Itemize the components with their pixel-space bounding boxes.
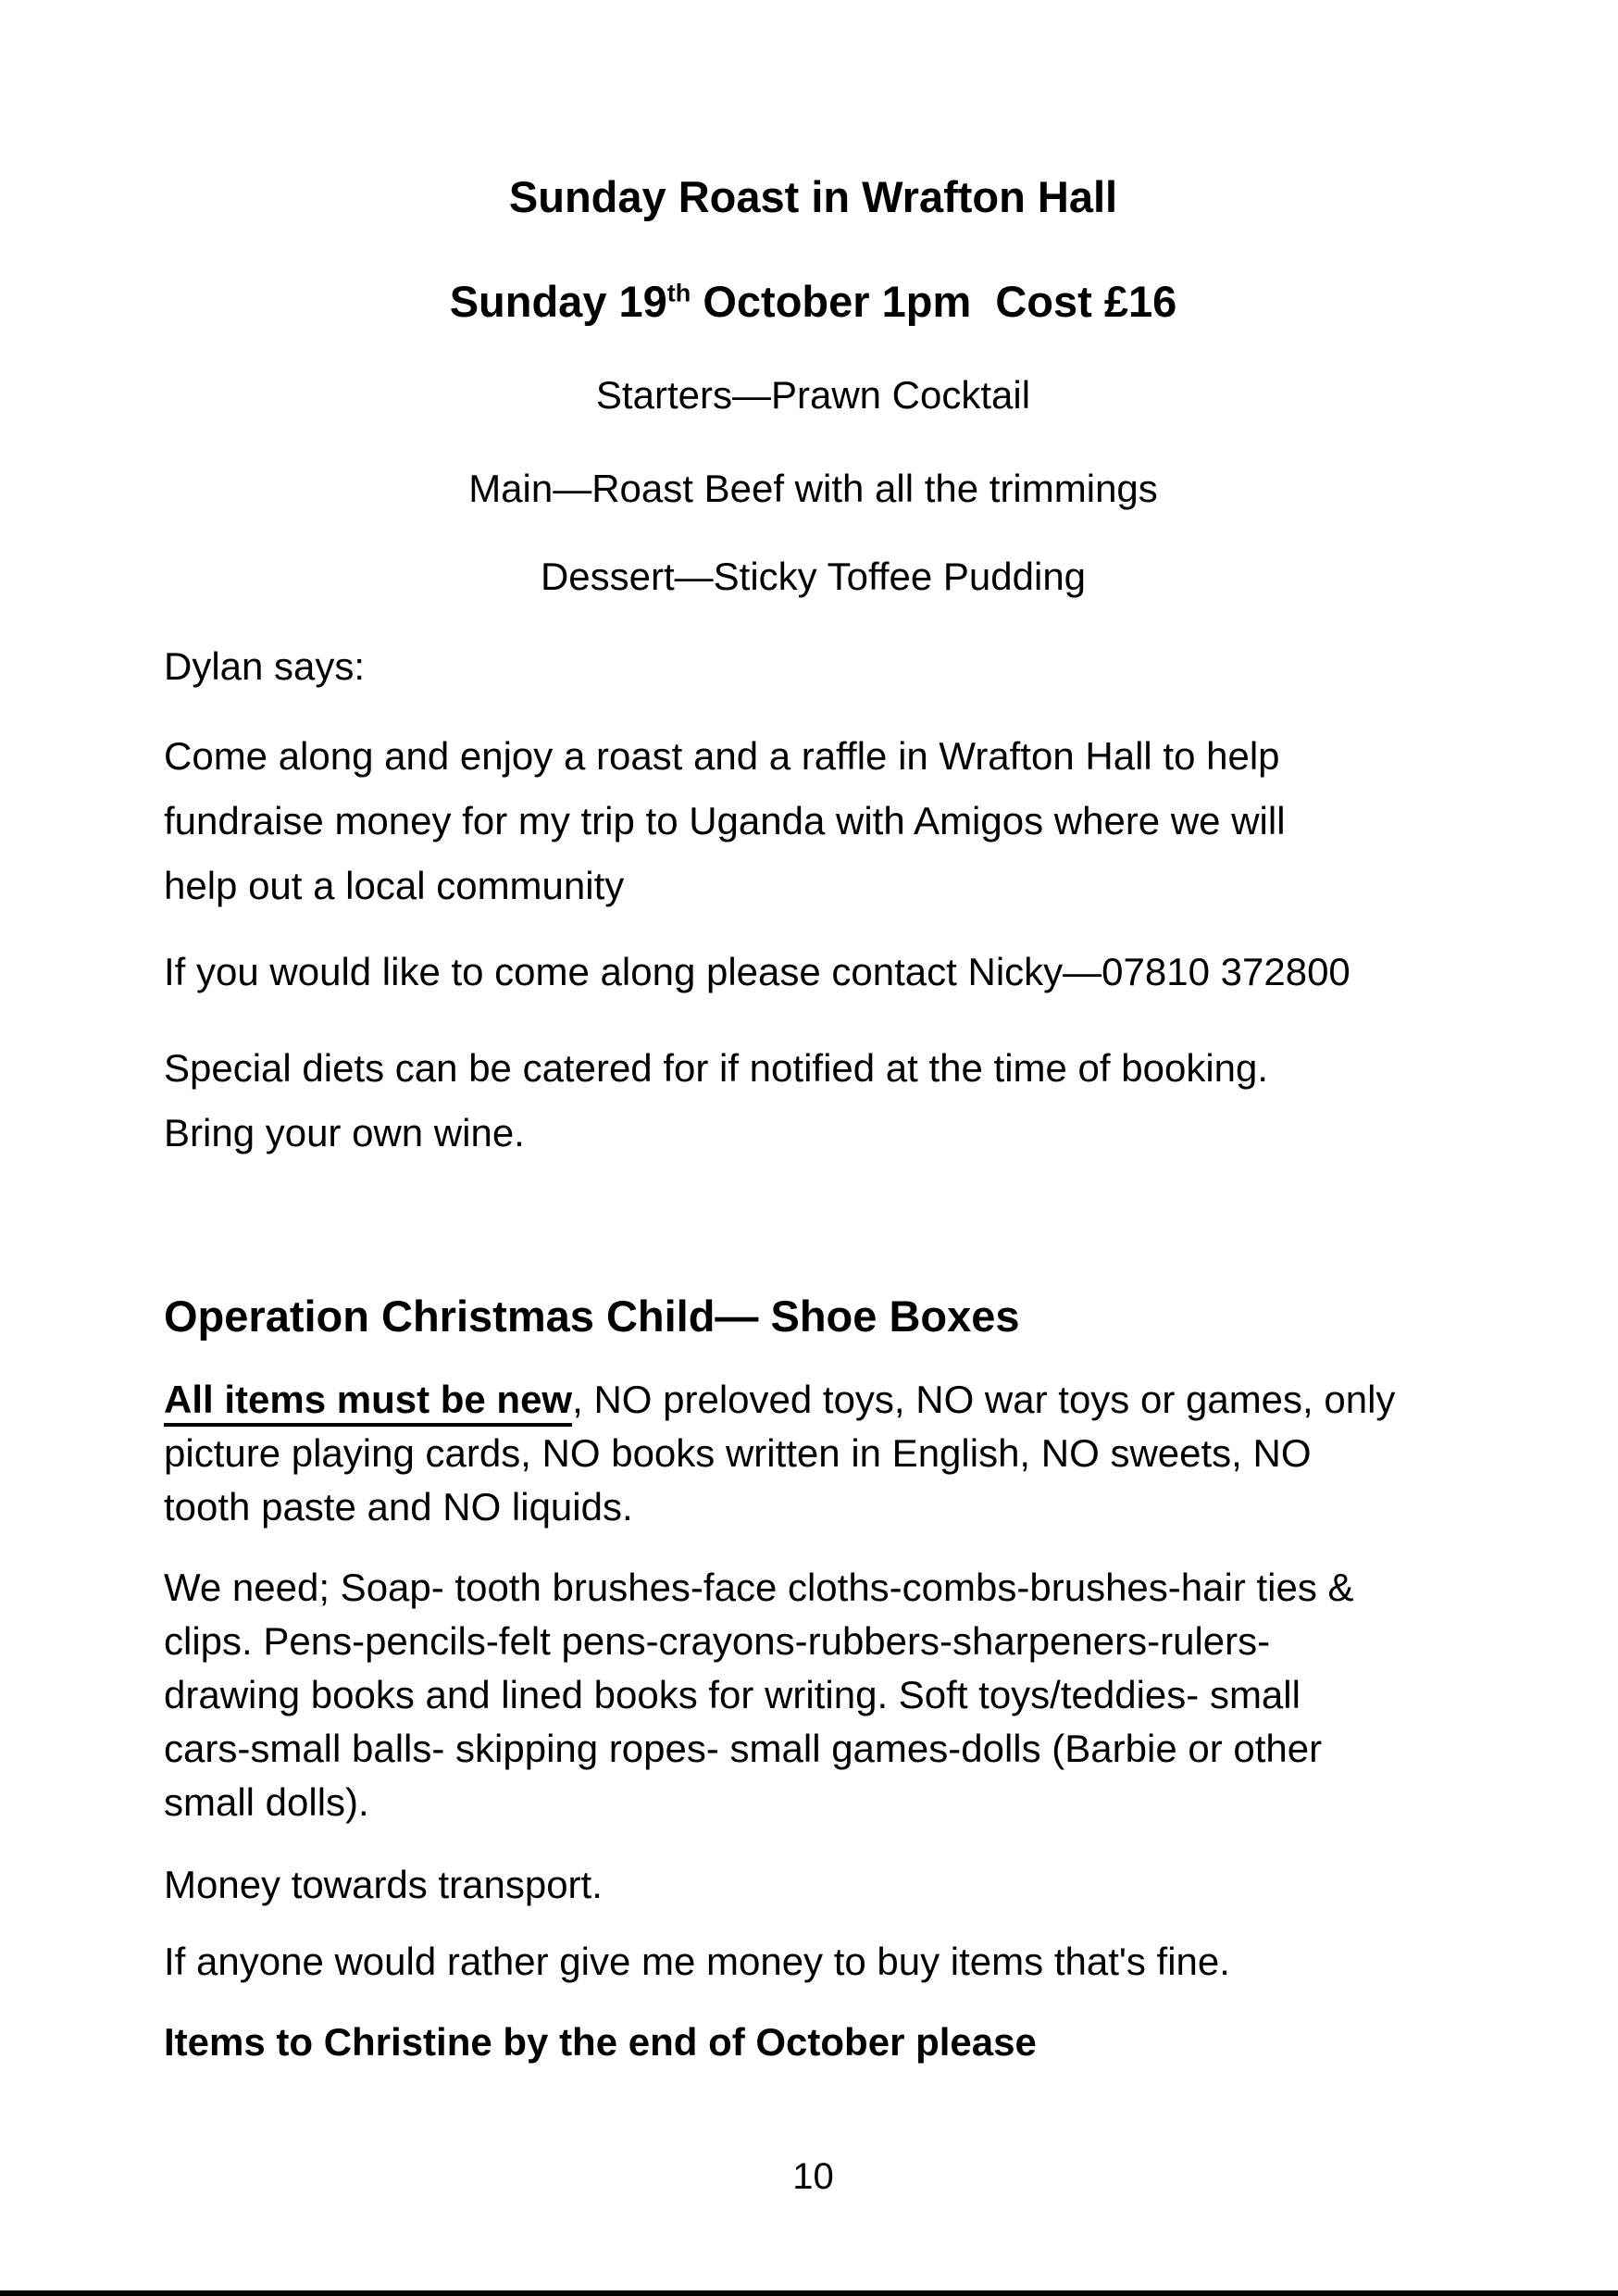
- page-content: [164, 0, 1462, 2200]
- event-date-prefix: Sunday 19: [449, 277, 667, 326]
- menu-main: Main—Roast Beef with all the trimmings: [468, 467, 1158, 510]
- paragraph-line: tooth paste and NO liquids.: [164, 1485, 633, 1529]
- menu-dessert: Dessert—Sticky Toffee Pudding: [540, 555, 1087, 598]
- paragraph-line: small dolls).: [164, 1780, 369, 1824]
- paragraph-come-along: [164, 724, 1462, 918]
- paragraph-contact: [164, 940, 1462, 1004]
- paragraph-line: We need; Soap- tooth brushes-face cloths-combs-brushes-hair ties &: [164, 1566, 1354, 1609]
- paragraph-line: Come along and enjoy a roast and a raffle in Wrafton Hall to help: [164, 734, 1280, 778]
- paragraph-line: picture playing cards, NO books written in English, NO sweets, NO: [164, 1431, 1312, 1475]
- paragraph-diets: [164, 1036, 1462, 1166]
- paragraph-line: [164, 1373, 1462, 1427]
- bottom-border-rule: [0, 2290, 1618, 2296]
- paragraph-line: clips. Pens-pencils-felt pens-crayons-rubbers-sharpeners-rulers-: [164, 1619, 1271, 1663]
- event-date-line: [164, 274, 1462, 330]
- rules-rest: , NO preloved toys, NO war toys or games, only: [572, 1378, 1396, 1421]
- menu-starters: Starters—Prawn Cocktail: [595, 373, 1031, 417]
- paragraph-deadline: Items to Christine by the end of October please: [164, 2020, 1037, 2064]
- event-title: Sunday Roast in Wrafton Hall: [508, 172, 1118, 221]
- paragraph-money: Money towards transport.: [164, 1863, 603, 1906]
- paragraph-line: If you would like to come along please contact Nicky—07810 372800: [164, 950, 1350, 993]
- rules-emphasis: All items must be new: [164, 1378, 572, 1427]
- page-number: 10: [792, 2156, 834, 2197]
- paragraph-line: cars-small balls- skipping ropes- small games-dolls (Barbie or other: [164, 1727, 1323, 1770]
- section-heading-shoe-boxes: Operation Christmas Child— Shoe Boxes: [164, 1292, 1020, 1341]
- paragraph-alternative: If anyone would rather give me money to buy items that's fine.: [164, 1940, 1230, 1983]
- paragraph-line: Bring your own wine.: [164, 1111, 525, 1154]
- paragraph-line: fundraise money for my trip to Uganda with Amigos where we will: [164, 799, 1286, 842]
- paragraph-line: drawing books and lined books for writing. Soft toys/teddies- small: [164, 1673, 1301, 1716]
- event-date-ordinal: th: [666, 279, 691, 307]
- paragraph-rules: [164, 1373, 1462, 1534]
- paragraph-line: Special diets can be catered for if notified at the time of booking.: [164, 1046, 1269, 1090]
- paragraph-needed-items: [164, 1561, 1462, 1829]
- event-date-suffix: October 1pm Cost £16: [691, 277, 1177, 326]
- paragraph-line: help out a local community: [164, 864, 625, 907]
- dylan-intro: Dylan says:: [164, 644, 366, 688]
